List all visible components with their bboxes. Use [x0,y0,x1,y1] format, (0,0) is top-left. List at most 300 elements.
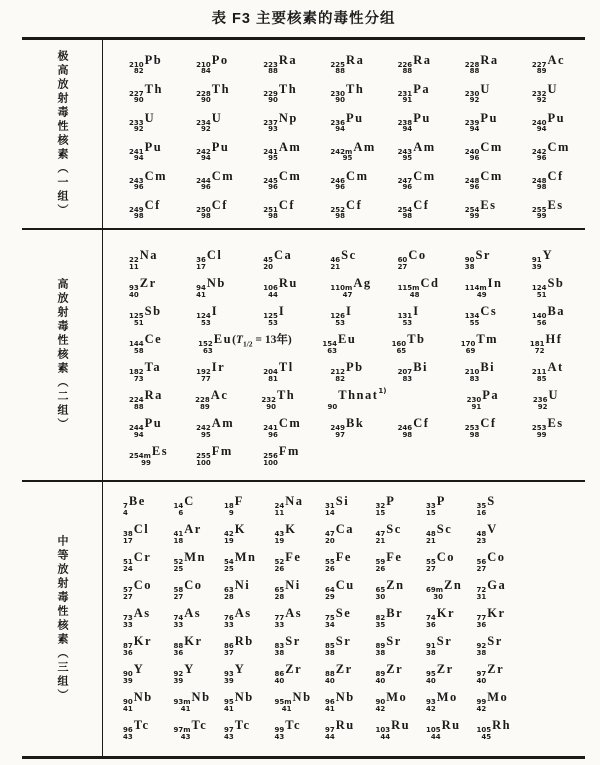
isotope [129,274,157,298]
group-1-label-cell [22,40,103,228]
nuclide-prescripts: 93 42 [426,698,436,713]
isotope [330,80,364,104]
isotope-row [115,630,519,658]
isotope [330,51,364,75]
nuclide-prescripts: 42 19 [224,530,234,545]
element-symbol: Zn [444,578,463,592]
isotope-cell [316,412,383,440]
isotope-cell [317,602,368,630]
element-symbol: P [386,494,396,508]
isotope-cell [368,602,419,630]
isotope-cell [316,272,383,300]
isotope [532,51,565,75]
isotope-cell [451,193,518,222]
nuclide-prescripts: 114m 49 [464,284,487,299]
half-life-note: ($T_{1/2} = 13$年) [232,334,292,349]
isotope [198,330,292,354]
nuclide-prescripts: 72 31 [476,586,487,601]
nuclide-prescripts: 69m 30 [426,586,444,601]
nuclide-prescripts: 93 39 [224,670,234,685]
isotope-cell [115,272,182,300]
isotope-cell [249,193,316,222]
isotope [467,386,500,410]
element-symbol: Es [480,197,497,212]
isotope-cell [519,384,585,412]
nuclide-prescripts: 90 42 [375,698,386,713]
isotope-cell [368,658,419,686]
isotope-row [115,48,585,77]
isotope-cell [267,714,318,742]
isotope-cell [384,48,451,77]
element-symbol: Ni [285,578,301,592]
isotope-row [115,300,585,328]
nuclide-prescripts: 92 38 [476,642,487,657]
element-symbol: Cf [413,197,430,212]
isotope-cell [316,135,383,164]
nuclide-prescripts: 48 23 [476,530,487,545]
isotope-cell [317,490,368,518]
isotope-cell [317,574,368,602]
nuclide-prescripts: 210 84 [196,60,211,75]
element-symbol: Sb [144,304,162,318]
isotope-cell [518,272,585,300]
element-symbol: Cl [133,522,150,536]
isotope-cell [182,106,249,135]
isotope [330,246,356,270]
isotope-cell [316,77,383,106]
nuclide-prescripts: 242 94 [196,147,211,162]
isotope-cell [384,244,451,272]
nuclide-prescripts: 256 100 [263,452,278,467]
isotope [263,302,285,326]
nuclide-prescripts: 92 39 [173,670,184,685]
isotope [426,604,455,628]
isotope [196,80,230,104]
element-symbol: Co [487,550,506,564]
isotope-row [115,384,585,412]
element-symbol: Ga [487,578,507,592]
empty-cell [451,440,518,468]
isotope [129,138,162,162]
isotope [465,302,498,326]
isotope-cell [267,518,318,546]
isotope-cell [249,244,316,272]
nuclide-prescripts: 95m 41 [274,698,292,713]
nuclide-prescripts: 228 88 [464,60,480,75]
element-symbol: Am [353,139,376,154]
isotope-cell [469,546,520,574]
isotope [330,302,352,326]
nuclide-prescripts: 192 77 [196,368,211,383]
isotope [465,196,497,220]
element-symbol: U [548,388,559,402]
nuclide-prescripts: 88 40 [325,670,335,685]
empty-cell [316,440,383,468]
isotope-row [115,658,519,686]
isotope-cell [166,574,217,602]
element-symbol: Co [436,550,456,564]
isotope [224,520,246,544]
element-symbol: Th [346,81,365,96]
isotope-row [115,356,585,384]
element-symbol: Cd [420,276,440,290]
nuclide-prescripts: 243 96 [129,176,144,191]
isotope [261,386,295,410]
isotope-cell [249,106,316,135]
isotope [325,548,352,572]
element-symbol: F [234,494,244,508]
isotope [325,716,355,740]
nuclide-prescripts: 90 38 [464,256,475,271]
nuclide-prescripts: 170 69 [460,340,476,355]
isotope [129,414,162,438]
element-symbol: Ra [278,52,298,67]
isotope [275,688,312,712]
isotope-cell [267,658,318,686]
isotope [263,138,301,162]
nuclide-prescripts: 224 88 [129,396,144,411]
isotope [275,548,302,572]
element-symbol: Tc [285,718,301,732]
isotope-cell [384,193,451,222]
isotope-cell [518,244,585,272]
element-symbol: C [184,494,195,508]
element-symbol: Pa [413,81,431,96]
element-symbol: Nb [292,690,312,704]
isotope-cell [166,602,217,630]
nuclide-prescripts: 210 83 [464,368,480,383]
element-symbol: Y [184,662,195,676]
element-symbol: Fe [285,550,302,564]
nuclide-prescripts: 35 16 [476,502,487,517]
isotope [426,660,454,684]
isotope-cell [216,574,267,602]
nuclide-prescripts: 236 94 [330,118,346,133]
empty-cell [384,440,451,468]
isotope-cell [451,77,518,106]
element-symbol: Cf [413,416,430,430]
isotope [532,414,564,438]
isotope-cell [249,300,316,328]
isotope-cell [384,164,451,193]
nuclide-prescripts: 152 63 [198,340,213,355]
isotope [196,196,228,220]
isotope-cell [316,244,383,272]
nuclide-prescripts: 230 91 [466,396,482,411]
isotope-cell [451,48,518,77]
isotope-cell [316,48,383,77]
isotope-cell [184,328,308,356]
nuclide-prescripts: 247 96 [397,176,413,191]
isotope-cell [518,412,585,440]
element-symbol: Sc [436,522,453,536]
element-symbol: Sb [547,276,565,290]
isotope [325,604,351,628]
isotope [426,548,455,572]
isotope [477,576,507,600]
element-symbol: Cm [413,168,436,183]
isotope-row [115,77,585,106]
isotope-cell [384,106,451,135]
isotope-cell [469,602,520,630]
isotope [330,358,363,382]
element-symbol: Cf [547,168,564,183]
nuclide-prescripts: 207 83 [397,368,413,383]
isotope [532,138,570,162]
nuclide-prescripts: 242 96 [531,147,547,162]
element-symbol: I [278,304,286,318]
isotope-cell [453,384,519,412]
element-symbol: U [144,110,156,125]
element-symbol: Zr [436,662,454,676]
isotope [426,688,458,712]
element-symbol: Kr [184,634,203,648]
element-symbol: Si [335,494,350,508]
isotope-row [115,440,585,468]
isotope-cell [418,546,469,574]
nuclide-toxicity-table [22,37,585,759]
element-symbol: Cm [211,168,235,183]
nuclide-prescripts: 228 90 [196,89,211,104]
isotope-cell [115,630,166,658]
isotope [196,167,234,191]
isotope [196,442,233,466]
isotope-cell [317,714,368,742]
isotope [224,632,254,656]
nuclide-prescripts: 254 99 [464,205,480,220]
element-symbol: V [487,522,498,536]
isotope [174,688,211,712]
element-symbol: Na [139,248,159,262]
nuclide-prescripts: 246 98 [397,424,413,439]
element-symbol: Pu [144,416,163,430]
isotope-cell [115,574,166,602]
isotope-cell [249,48,316,77]
isotope [465,51,499,75]
element-symbol: Bk [346,416,365,430]
isotope-cell [418,686,469,714]
element-symbol: Eu [213,332,233,346]
isotope-cell [451,272,518,300]
isotope [123,632,152,656]
element-symbol: K [285,522,297,536]
nuclide-prescripts: 93m 41 [173,698,191,713]
nuclide-prescripts: 52 25 [173,558,184,573]
nuclide-prescripts: 45 20 [263,256,274,271]
element-symbol: Fe [335,550,352,564]
nuclide-prescripts: 124 51 [531,284,547,299]
isotope [275,660,303,684]
isotope [398,358,428,382]
isotope-cell [249,440,316,468]
isotope [224,688,254,712]
isotope-cell [115,328,184,356]
element-symbol: In [487,276,503,290]
element-symbol: Cf [480,416,497,430]
isotope [477,660,505,684]
isotope-cell [418,714,469,742]
isotope-cell [267,546,318,574]
element-symbol: Sr [487,634,503,648]
isotope [532,80,558,104]
element-symbol: Zn [386,578,405,592]
isotope-row [115,686,519,714]
isotope-cell [267,602,318,630]
isotope [174,716,208,740]
isotope [465,274,503,298]
element-symbol: Sc [386,522,402,536]
isotope [224,576,250,600]
nuclide-prescripts: 251 98 [263,205,278,220]
group-1-isotope-grid [103,40,585,228]
nuclide-prescripts: 31 14 [325,502,335,517]
element-symbol: As [133,606,151,620]
isotope-cell [451,356,518,384]
isotope-cell [317,658,368,686]
element-symbol: Tc [234,718,251,732]
nuclide-prescripts: 52 26 [274,558,285,573]
element-symbol: I [413,304,420,318]
nuclide-prescripts: 65 30 [375,586,386,601]
isotope [224,492,244,516]
element-symbol: Am [278,139,302,154]
isotope-cell [166,546,217,574]
element-symbol: Pb [346,360,364,374]
isotope [465,358,495,382]
nuclide-prescripts: 55 26 [325,558,335,573]
isotope-cell [518,135,585,164]
nuclide-prescripts: 229 90 [263,89,278,104]
isotope [376,548,403,572]
element-symbol: Cm [346,168,369,183]
isotope [275,716,302,740]
nuclide-prescripts: 47 20 [325,530,335,545]
isotope-cell [267,686,318,714]
isotope-cell [316,164,383,193]
isotope-cell [115,714,166,742]
isotope-cell [247,384,313,412]
element-symbol: Y [133,662,145,676]
element-symbol: Ra [413,52,432,67]
element-symbol: Zr [285,662,303,676]
element-symbol: Ru [391,718,411,732]
nuclide-prescripts: 94 41 [196,284,206,299]
nuclide-prescripts: 154 63 [322,340,338,355]
group-2-high-toxicity [22,228,585,480]
isotope [532,246,553,270]
nuclide-prescripts: 57 27 [123,586,133,601]
isotope-cell [451,300,518,328]
isotope-cell [447,328,516,356]
element-symbol: Br [386,606,404,620]
nuclide-prescripts: 83 38 [274,642,285,657]
nuclide-prescripts: 99 43 [274,726,285,741]
nuclide-prescripts: 86 37 [224,642,234,657]
element-symbol: Fe [386,550,403,564]
isotope [398,246,427,270]
isotope-row [115,135,585,164]
element-symbol: Kr [436,606,456,620]
isotope [330,167,368,191]
element-symbol: Zr [139,276,157,290]
nuclide-prescripts: 237 93 [263,118,278,133]
isotope-cell [267,630,318,658]
isotope-cell [182,193,249,222]
isotope-cell [216,658,267,686]
element-symbol: Ru [278,276,298,290]
nuclide-prescripts: 160 65 [391,340,407,355]
isotope-cell [317,518,368,546]
isotope-cell [115,490,166,518]
isotope [263,51,297,75]
isotope-row [115,272,585,300]
nuclide-prescripts: 232 90 [261,396,276,411]
isotope-cell [115,77,182,106]
isotope-cell [115,356,182,384]
isotope [275,632,301,656]
isotope [376,604,404,628]
nuclide-prescripts: 144 58 [129,340,144,355]
nuclide-prescripts: 24 11 [274,502,285,517]
element-symbol: K [234,522,246,536]
isotope [263,274,298,298]
isotope-cell [469,490,520,518]
isotope-row [115,106,585,135]
isotope [123,492,146,516]
element-symbol: Cf [144,197,161,212]
isotope [174,576,203,600]
isotope [224,716,251,740]
isotope-cell [384,77,451,106]
element-symbol: Mo [487,690,509,704]
nuclide-prescripts: 73 33 [123,614,133,629]
nuclide-prescripts: 230 90 [330,89,346,104]
nuclide-prescripts: 212 82 [330,368,346,383]
isotope-cell [469,714,520,742]
isotope-cell [451,244,518,272]
isotope-cell [182,48,249,77]
nuclide-prescripts: 211 85 [531,368,547,383]
isotope [263,80,297,104]
isotope-cell [516,328,585,356]
element-symbol: Mo [436,690,458,704]
nuclide-prescripts: 77 36 [476,614,487,629]
isotope-cell [368,546,419,574]
element-symbol: As [234,606,252,620]
isotope [123,548,151,572]
isotope-cell [115,602,166,630]
nuclide-prescripts: 134 55 [464,312,480,327]
nuclide-prescripts: 254m 99 [129,452,151,467]
isotope [330,414,364,438]
element-symbol: Cf [211,197,228,212]
nuclide-prescripts: 241 95 [263,147,278,162]
isotope [465,138,503,162]
nuclide-prescripts: 90 [327,402,338,411]
isotope-cell [418,630,469,658]
nuclide-prescripts: 238 94 [397,118,413,133]
element-symbol: Cm [278,168,302,183]
nuclide-prescripts: 63 28 [224,586,234,601]
isotope-row [115,412,585,440]
isotope-row [115,546,519,574]
isotope-row [115,244,585,272]
element-symbol: Y [542,248,554,262]
isotope [174,492,195,516]
element-symbol: Ra [346,52,365,67]
isotope [129,109,155,133]
isotope-cell [418,574,469,602]
